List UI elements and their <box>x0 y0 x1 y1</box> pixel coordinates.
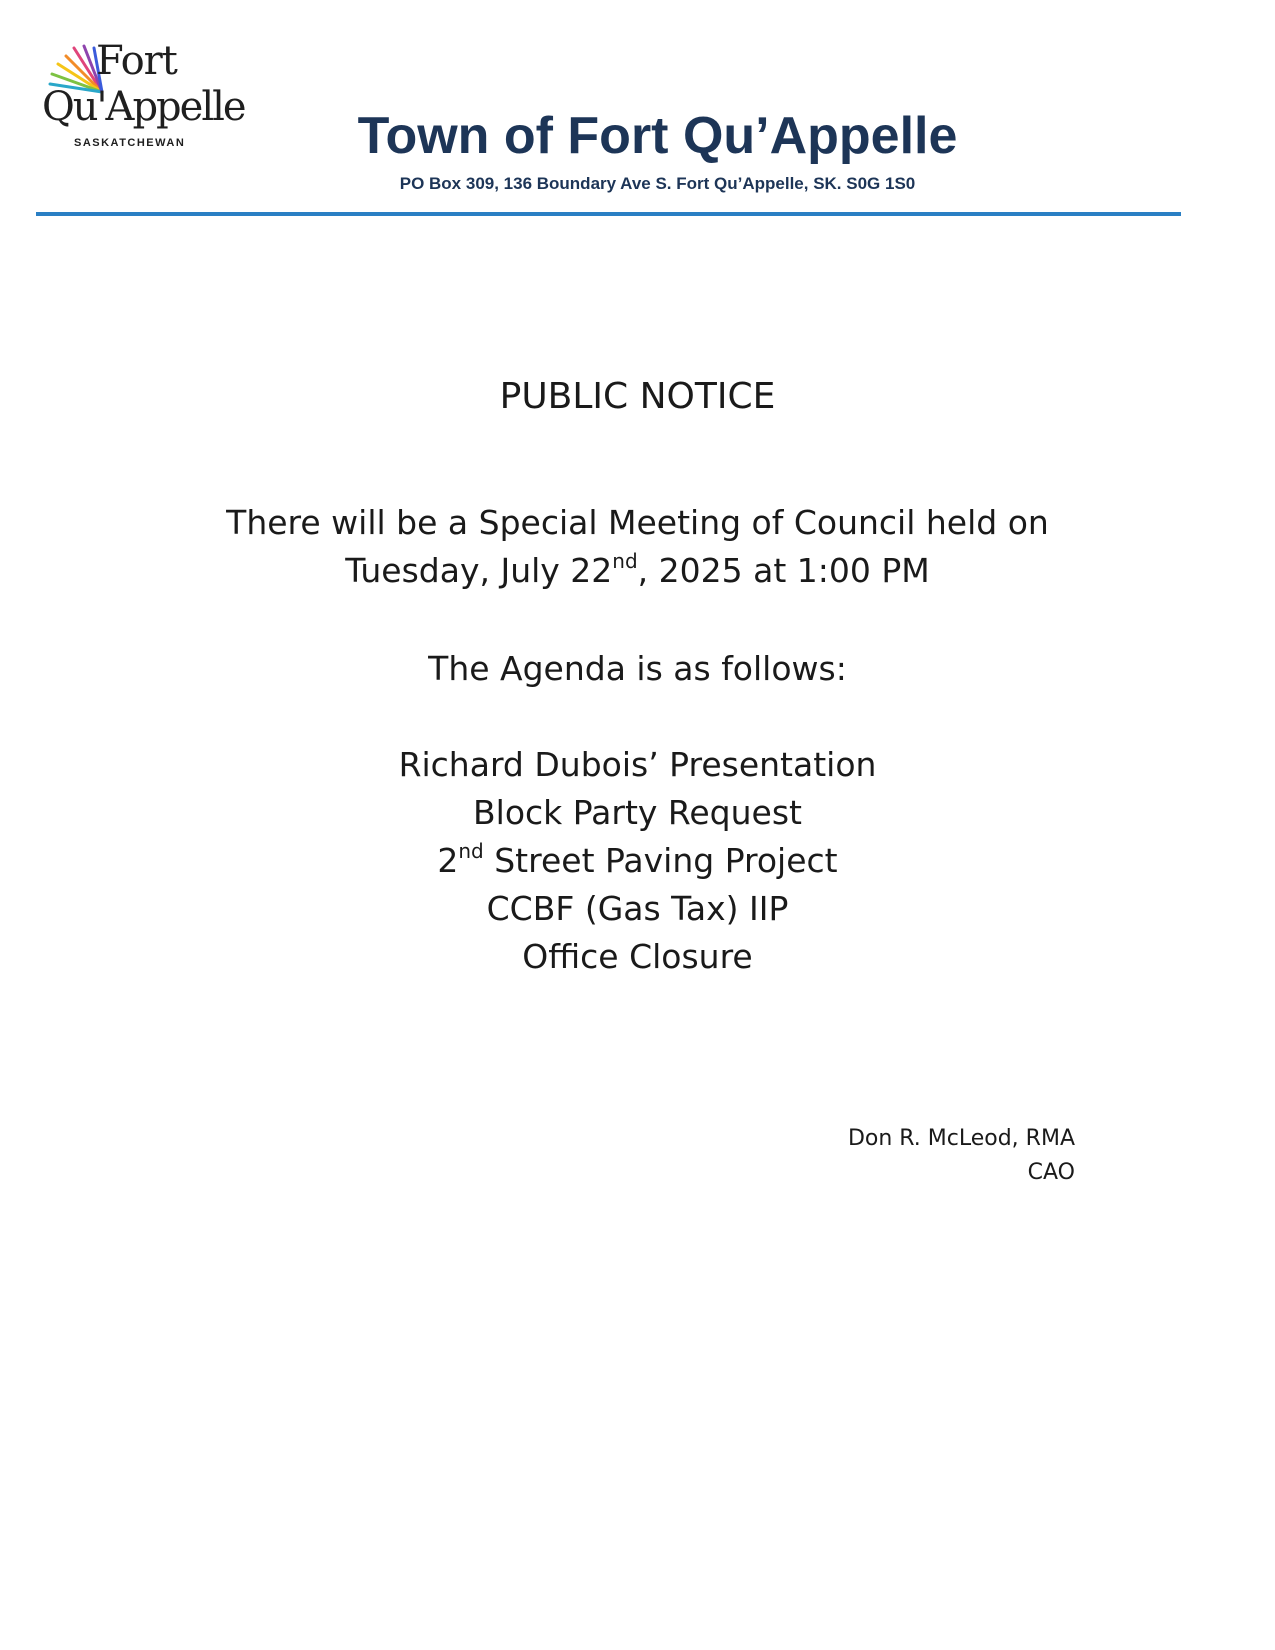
letterhead-address: PO Box 309, 136 Boundary Ave S. Fort Qu’Appelle, SK. S0G 1S0 <box>399 174 916 193</box>
announcement-line-2 <box>0 547 1275 595</box>
signature-block <box>848 1122 1075 1190</box>
date-ordinal-suffix: nd <box>612 549 638 573</box>
agenda-item <box>0 837 1275 885</box>
agenda-item-number: 2 <box>437 841 459 880</box>
signatory-name: Don R. McLeod, RMA <box>847 1126 1075 1151</box>
agenda-list <box>0 741 1275 981</box>
agenda-intro: The Agenda is as follows: <box>428 649 847 688</box>
agenda-item: CCBF (Gas Tax) IIP <box>486 889 789 928</box>
agenda-item-ordinal-suffix: nd <box>458 839 484 863</box>
letterhead-divider <box>36 212 1181 216</box>
agenda-item: Block Party Request <box>473 793 802 832</box>
signatory-role: CAO <box>1027 1160 1075 1185</box>
agenda-item: Office Closure <box>522 937 753 976</box>
logo-text-quappelle: Qu'Appelle <box>42 84 245 130</box>
logo-text-fort: Fort <box>96 38 177 84</box>
agenda-item: Richard Dubois’ Presentation <box>398 745 877 784</box>
meeting-announcement <box>0 499 1275 595</box>
notice-heading: PUBLIC NOTICE <box>499 376 776 417</box>
announcement-line-1: There will be a Special Meeting of Council held on <box>226 503 1049 542</box>
logo-text-province: SASKATCHEWAN <box>74 137 186 149</box>
letterhead-title: Town of Fort Qu’Appelle <box>357 107 958 165</box>
meeting-time-text: , 2025 at 1:00 PM <box>637 551 930 590</box>
meeting-date-text: Tuesday, July 22 <box>345 551 613 590</box>
agenda-item-text: Street Paving Project <box>483 841 838 880</box>
